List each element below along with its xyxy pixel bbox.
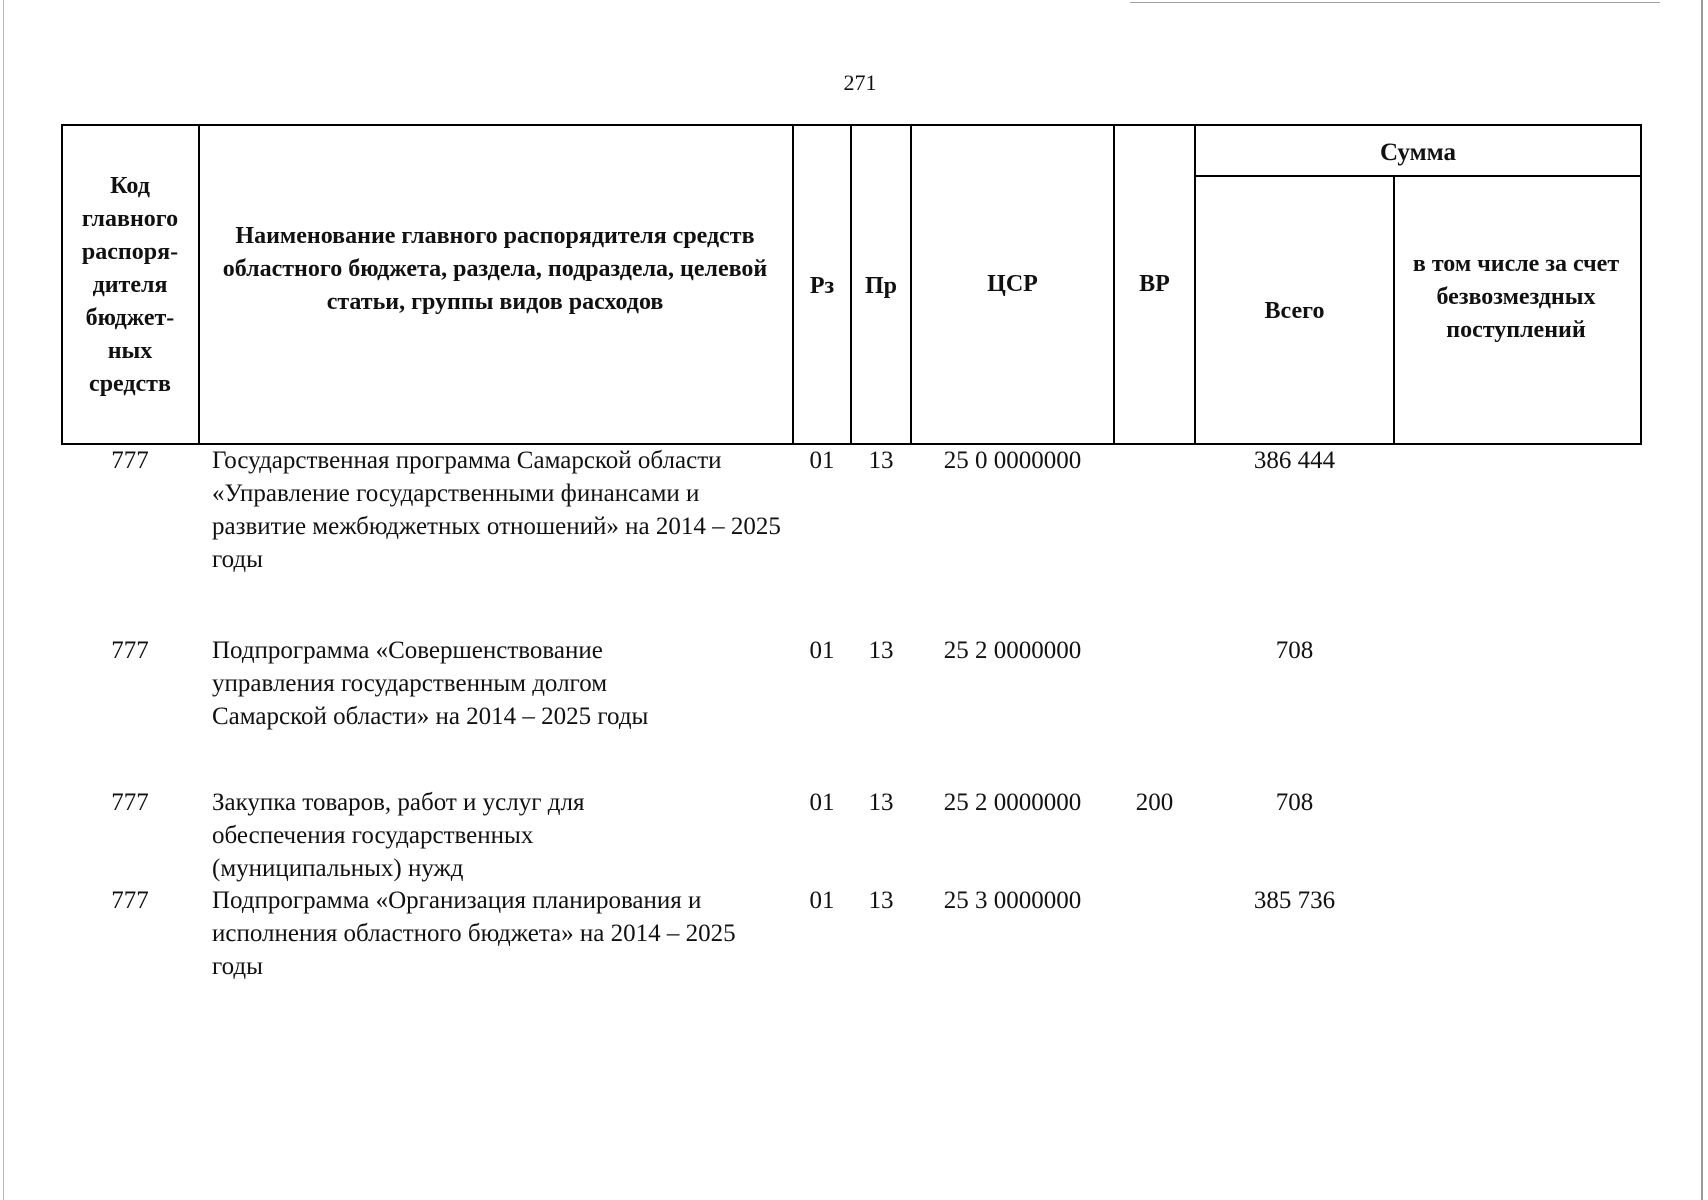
row-code: 777 [111,887,149,914]
header-total: Всего [1264,298,1325,324]
page-edge-left [3,0,4,1200]
header-pr: Пр [864,273,897,299]
row-pr: 13 [868,447,894,474]
page-edge-right [1701,0,1703,1200]
page-edge-top [1130,2,1660,3]
page-number: 271 [843,70,877,95]
row-name: Государственная программа Самарской области «Управление государственными финансами и развитие межбюджетных отношений» на 2014 – 2025 годы [212,447,781,573]
row-total: 386 444 [1253,447,1336,474]
row-code: 777 [111,789,149,816]
row-total: 708 [1275,637,1314,664]
row-rz: 01 [809,637,835,664]
header-rz: Рз [809,273,835,299]
col-border-0 [61,124,63,445]
header-sum: Сумма [1380,139,1456,166]
row-pr: 13 [868,887,894,914]
row-rz: 01 [809,789,835,816]
col-border-6 [1194,124,1196,445]
header-free-of-charge: в том числе за счет безвозмездных поступлений [1412,251,1620,343]
row-name: Подпрограмма «Совершенствование управления государственным долгом Самарской области» на 2014 – 2025 годы [212,637,649,730]
row-csr: 25 2 0000000 [943,789,1082,816]
row-rz: 01 [809,887,835,914]
row-csr: 25 2 0000000 [943,637,1082,664]
col-border-7 [1393,175,1395,445]
header-code: Код главного распоря-дителя бюджет-ных средств [81,173,179,397]
row-total: 385 736 [1253,887,1336,914]
row-pr: 13 [868,789,894,816]
row-rz: 01 [809,447,835,474]
header-name: Наименование главного распорядителя средств областного бюджета, раздела, подраздела, целевой статьи, группы видов расходов [222,223,768,315]
row-code: 777 [111,447,149,474]
row-csr: 25 3 0000000 [943,887,1082,914]
col-border-8 [1640,124,1642,445]
header-vr: ВР [1139,271,1170,297]
row-pr: 13 [868,637,894,664]
row-code: 777 [111,637,149,664]
col-border-1 [198,124,200,445]
row-name: Подпрограмма «Организация планирования и исполнения областного бюджета» на 2014 – 2025 годы [212,887,736,980]
row-name: Закупка товаров, работ и услуг для обеспечения государственных (муниципальных) нужд [212,789,585,882]
row-total: 708 [1275,789,1314,816]
sum-subheader-border [1194,175,1642,177]
header-csr: ЦСР [987,271,1038,297]
row-csr: 25 0 0000000 [943,447,1082,474]
row-vr: 200 [1135,789,1174,816]
